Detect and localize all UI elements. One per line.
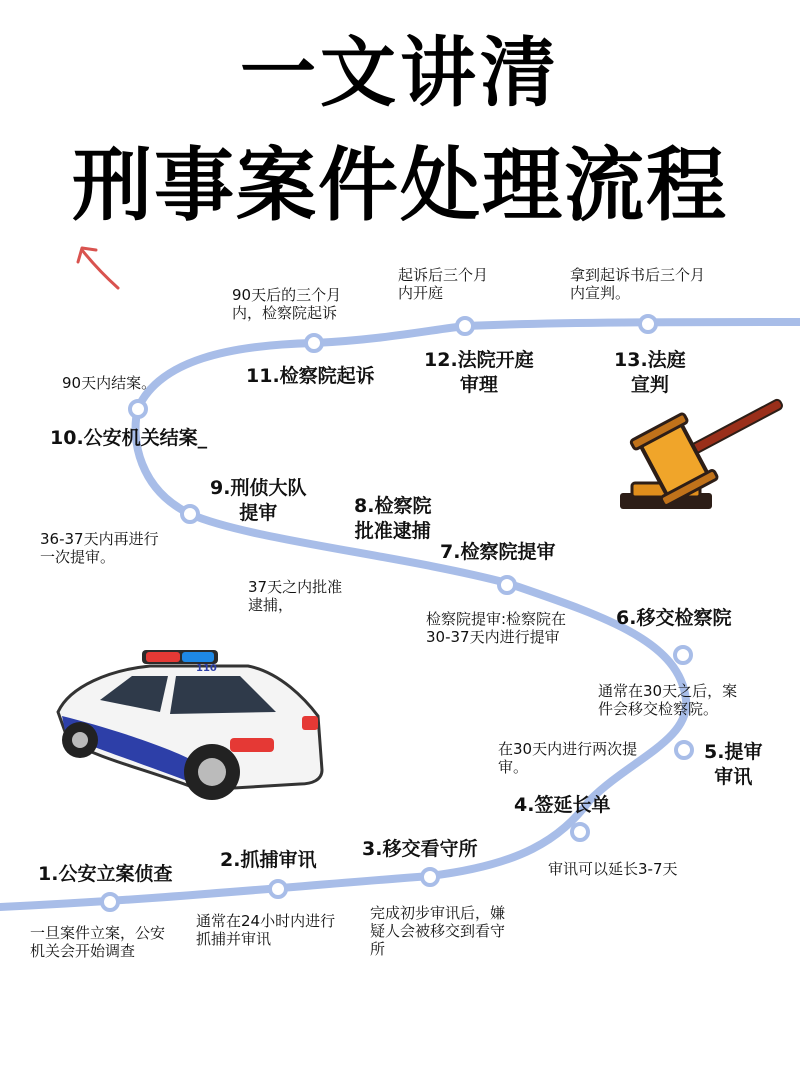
title-line-2: 刑事案件处理流程 [72, 139, 728, 232]
node-step-13 [640, 316, 656, 332]
car-number: 110 [196, 663, 217, 674]
step-13-note: 拿到起诉书后三个月 内宣判。 [570, 266, 706, 302]
title-line-1: 一文讲清 [240, 28, 560, 117]
node-step-5 [676, 742, 692, 758]
step-10-label: 10.公安机关结案_ [50, 427, 208, 449]
node-step-6 [675, 647, 691, 663]
step-6-note: 通常在30天之后，案 件会移交检察院。 [598, 682, 738, 718]
step-7-label: 7.检察院提审 [440, 541, 556, 563]
node-step-2 [270, 881, 286, 897]
step-5-note: 在30天内进行两次提 审。 [498, 740, 638, 776]
step-9-note: 36-37天内再进行 一次提审。 [40, 530, 159, 566]
step-11-label: 11.检察院起诉 [246, 365, 375, 387]
step-4-note: 审讯可以延长3-7天 [548, 860, 678, 878]
node-step-9 [182, 506, 198, 522]
step-4-label: 4.签延长单 [514, 794, 611, 816]
arrow-icon [78, 248, 118, 288]
step-3-note: 完成初步审讯后，嫌 疑人会被移交到看守 所 [370, 904, 506, 958]
step-1-label: 1.公安立案侦查 [38, 863, 173, 885]
node-step-12 [457, 318, 473, 334]
step-2-note: 通常在24小时内进行 抓捕并审讯 [196, 912, 336, 948]
police-car-icon [58, 650, 322, 800]
step-12-label: 12.法院开庭 审理 [424, 349, 534, 396]
step-7-note: 检察院提审:检察院在 30-37天内进行提审 [426, 610, 567, 646]
step-5-label: 5.提审 审讯 [704, 741, 763, 788]
step-11-note: 90天后的三个月 内，检察院起诉 [232, 286, 342, 322]
node-step-3 [422, 869, 438, 885]
step-6-label: 6.移交检察院 [616, 607, 732, 629]
step-2-label: 2.抓捕审讯 [220, 849, 317, 871]
step-3-label: 3.移交看守所 [362, 838, 478, 860]
node-step-4 [572, 824, 588, 840]
node-step-10 [130, 401, 146, 417]
step-10-note: 90天内结案。 [62, 374, 157, 392]
node-step-1 [102, 894, 118, 910]
step-13-label: 13.法庭 宣判 [614, 349, 686, 396]
step-8-note: 37天之内批准 逮捕， [248, 578, 343, 614]
path-nodes [102, 316, 692, 910]
step-8-label: 8.检察院 批准逮捕 [354, 495, 432, 542]
node-step-7 [499, 577, 515, 593]
step-1-note: 一旦案件立案，公安 机关会开始调查 [30, 924, 166, 960]
step-9-label: 9.刑侦大队 提审 [210, 477, 307, 524]
node-step-11 [306, 335, 322, 351]
step-12-note: 起诉后三个月 内开庭 [398, 266, 489, 302]
